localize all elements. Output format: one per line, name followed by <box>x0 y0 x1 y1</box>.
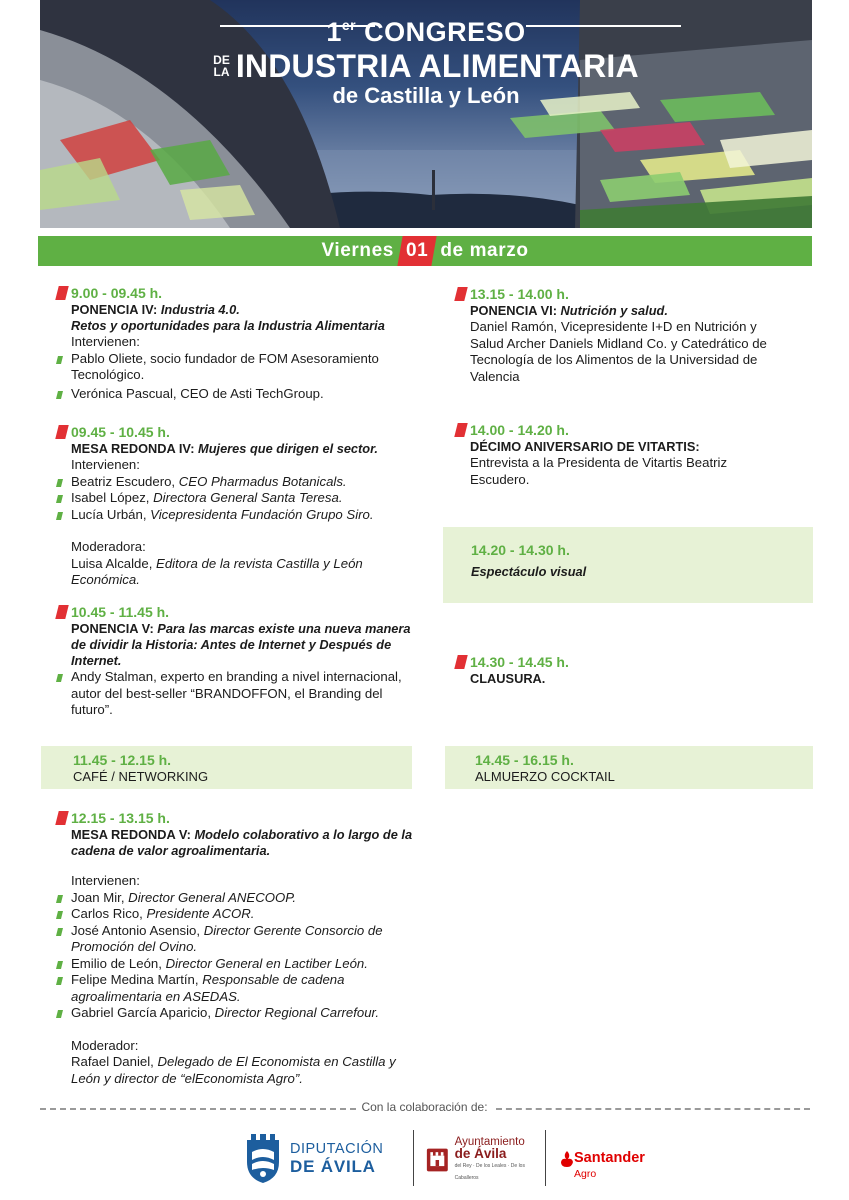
session-time: 10.45 - 11.45 h. <box>71 604 170 620</box>
speaker-name: Carlos Rico, <box>71 906 147 921</box>
title-line-2 <box>40 49 812 83</box>
santander-agro: Agro <box>574 1168 597 1180</box>
moderator-role: Delegado de El Economista en Castilla y León y director de “elEconomista Agro”. <box>71 1054 396 1086</box>
ordinal: 1 <box>326 17 342 47</box>
session-time: 9.00 - 09.45 h. <box>71 285 163 301</box>
heading-title: Para las marcas existe una nueva manera de dividir la Historia: Antes de Internet y Después de Internet. <box>71 621 411 668</box>
speaker-name: Gabriel García Aparicio, <box>71 1005 215 1020</box>
day-weekday: Viernes <box>321 240 394 261</box>
day-number: 01 <box>405 240 429 261</box>
speaker-item <box>71 507 416 524</box>
ayuntamiento-line-1: Ayuntamiento <box>454 1136 525 1148</box>
session-time: 14.20 - 14.30 h. <box>471 542 570 558</box>
castle-shield-icon <box>246 1132 280 1184</box>
session-time: 14.30 - 14.45 h. <box>470 654 569 670</box>
moderator-name: Luisa Alcalde, <box>71 555 157 571</box>
header-banner <box>40 0 812 228</box>
speaker-item: Pablo Oliete, socio fundador de FOM Asesoramiento Tecnológico. <box>71 351 416 384</box>
session-heading: DÉCIMO ANIVERSARIO DE VITARTIS: <box>470 439 700 454</box>
santander-name: Santander <box>574 1150 645 1166</box>
ayuntamiento-text <box>455 1136 538 1184</box>
speaker-item: Andy Stalman, experto en branding a nivel internacional, autor del best-seller “BRANDOFFON, el Branding del futuro”. <box>71 669 416 719</box>
speaker-role: Directora General Santa Teresa. <box>153 490 343 505</box>
ordinal-suffix: er <box>341 17 357 33</box>
session-ponencia-v <box>71 604 416 719</box>
speaker-role: Director General ANECOOP. <box>128 889 297 905</box>
speaker-role: Director General en Lactiber León. <box>165 955 368 971</box>
moderator <box>71 1054 416 1087</box>
heading-subtitle: Retos y oportunidades para la Industria Alimentaria <box>71 318 385 333</box>
title-subtitle: de Castilla y León <box>332 83 520 108</box>
session-heading <box>71 302 416 318</box>
session-mesa-redonda-iv <box>71 424 416 589</box>
heading-title: Mujeres que dirigen el sector. <box>198 441 378 456</box>
speaker-text: Daniel Ramón, Vicepresidente I+D en Nutrición y Salud Archer Daniels Midland Co. y Catedrático de Tecnología de los Alimentos de la Universidad de Valencia <box>470 319 767 384</box>
break-label: CAFÉ / NETWORKING <box>73 769 209 784</box>
title-de: DE <box>213 53 230 67</box>
city-crest-icon <box>426 1145 449 1175</box>
heading-label: MESA REDONDA V: <box>71 827 195 842</box>
heading-label: PONENCIA V: <box>71 621 158 636</box>
session-marker <box>55 605 68 619</box>
logo-separator <box>545 1130 546 1186</box>
speakers-label: Intervienen: <box>71 334 140 349</box>
speaker-item <box>71 906 416 923</box>
speaker-name: Isabel López, <box>71 490 154 505</box>
speaker-item <box>71 474 416 491</box>
session-clausura <box>470 654 782 687</box>
logo-ayuntamiento-avila <box>426 1138 538 1182</box>
day-bar <box>38 236 812 266</box>
diputacion-text <box>290 1140 383 1176</box>
session-marker <box>454 655 467 669</box>
diputacion-line-2: DE ÁVILA <box>290 1157 376 1176</box>
session-vitartis <box>470 422 782 488</box>
session-heading: CLAUSURA. <box>470 671 546 686</box>
moderator <box>71 556 416 589</box>
ayuntamiento-motto: del Rey · De los Leales · De los Caballeros <box>454 1163 525 1181</box>
day-month: de marzo <box>440 240 529 261</box>
session-heading <box>71 441 416 457</box>
logo-santander-agro <box>560 1150 670 1186</box>
speakers-label: Intervienen: <box>71 457 140 472</box>
heading-title: Nutrición y salud. <box>560 303 668 318</box>
flame-icon <box>560 1151 574 1167</box>
heading-label: MESA REDONDA IV: <box>71 441 199 456</box>
speaker-role: Presidente ACOR. <box>146 906 255 921</box>
moderator-label: Moderadora: <box>71 539 146 554</box>
session-marker <box>55 811 68 825</box>
ayuntamiento-line-2: de Ávila <box>454 1146 507 1161</box>
speaker-role: Director Regional Carrefour. <box>214 1005 380 1020</box>
speaker-role: Vicepresidenta Fundación Grupo Siro. <box>150 506 374 522</box>
break-panel-cafe <box>41 746 412 789</box>
congress-title <box>40 10 812 109</box>
title-main: INDUSTRIA ALIMENTARIA <box>235 48 639 84</box>
session-ponencia-vi <box>470 286 782 385</box>
title-congreso: CONGRESO <box>364 17 526 47</box>
session-ponencia-iv <box>71 285 416 402</box>
moderator-role: Editora de la revista Castilla y León Económica. <box>71 555 363 587</box>
heading-label: PONENCIA IV: <box>71 302 161 317</box>
speaker-item <box>71 1005 416 1022</box>
session-time: 12.15 - 13.15 h. <box>71 810 170 826</box>
session-marker <box>454 423 467 437</box>
session-marker <box>55 425 68 439</box>
speaker-item <box>71 923 416 956</box>
session-description: Entrevista a la Presidenta de Vitartis Beatriz Escudero. <box>470 455 728 487</box>
session-mesa-redonda-v <box>71 810 416 1087</box>
session-time: 14.45 - 16.15 h. <box>475 752 574 768</box>
speaker-name: Lucía Urbán, <box>71 506 151 522</box>
session-marker <box>55 286 68 300</box>
day-number-box <box>397 236 437 266</box>
collaboration-label: Con la colaboración de: <box>361 1100 488 1114</box>
speaker-name: José Antonio Asensio, <box>71 922 204 938</box>
break-label: ALMUERZO COCKTAIL <box>475 769 615 784</box>
session-time: 09.45 - 10.45 h. <box>71 424 170 440</box>
heading-title: Modelo colaborativo a lo largo de la cadena de valor agroalimentaria. <box>71 827 413 858</box>
title-line-1 <box>40 10 812 47</box>
session-heading <box>71 621 416 669</box>
session-time: 11.45 - 12.15 h. <box>73 752 172 768</box>
speakers-label: Intervienen: <box>71 873 140 888</box>
moderator-name: Rafael Daniel, <box>71 1054 158 1069</box>
session-marker <box>454 287 467 301</box>
speaker-item <box>71 956 416 973</box>
title-la: LA <box>213 65 230 79</box>
speaker-name: Joan Mir, <box>71 889 129 905</box>
session-time: 14.00 - 14.20 h. <box>470 422 569 438</box>
speaker-item <box>71 972 416 1005</box>
speaker-name: Beatriz Escudero, <box>71 473 179 489</box>
speaker-role: Director Gerente Consorcio de Promoción del Ovino. <box>71 922 383 954</box>
speaker-role: CEO Pharmadus Botanicals. <box>178 473 347 489</box>
logo-separator <box>413 1130 414 1186</box>
speaker-name: Emilio de León, <box>71 955 166 971</box>
speaker-name: Felipe Medina Martín, <box>71 972 203 987</box>
session-title: Espectáculo visual <box>471 564 587 579</box>
moderator-label: Moderador: <box>71 1037 139 1053</box>
title-de-la <box>213 54 230 78</box>
heading-label: PONENCIA VI: <box>470 303 561 318</box>
break-panel-almuerzo <box>445 746 813 789</box>
heading-title: Industria 4.0. <box>160 302 240 317</box>
speaker-role: Responsable de cadena agroalimentaria en ASEDAS. <box>71 972 345 1004</box>
panel-espectaculo <box>443 527 813 603</box>
logo-diputacion-avila <box>246 1128 406 1188</box>
diputacion-line-1: DIPUTACIÓN <box>290 1141 384 1157</box>
speaker-item <box>71 490 416 507</box>
speaker-item: Verónica Pascual, CEO de Asti TechGroup. <box>71 386 416 403</box>
session-time: 13.15 - 14.00 h. <box>470 286 569 302</box>
session-heading <box>71 827 416 859</box>
session-heading <box>470 303 782 319</box>
speaker-item <box>71 890 416 907</box>
